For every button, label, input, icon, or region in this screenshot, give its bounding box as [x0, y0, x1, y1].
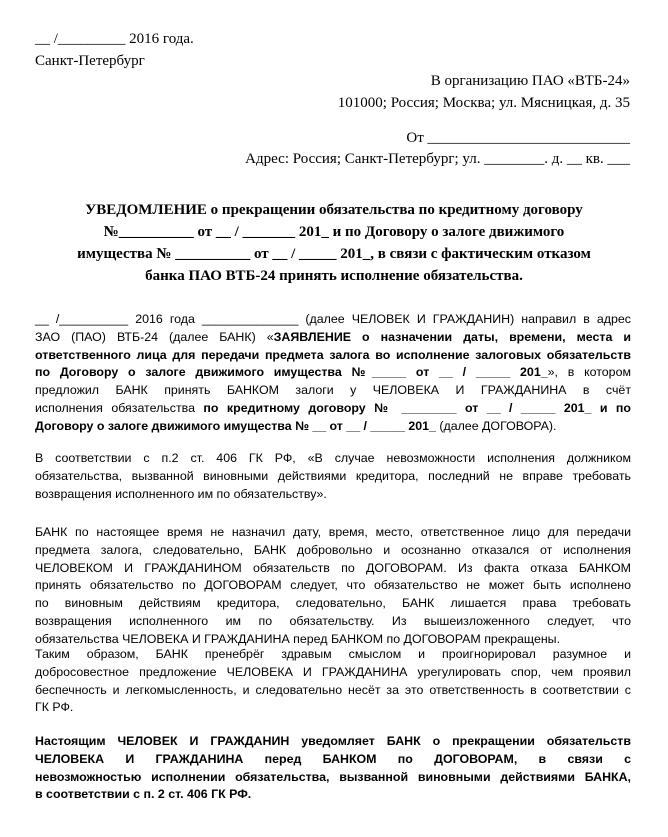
p1-line-7-bold: Договору о залоге движимого имущества № __ от __ / _____ 201_ — [35, 418, 436, 433]
recipient-line-1: В организацию ПАО «ВТБ-24» — [430, 73, 630, 89]
paragraph-1 — [35, 311, 631, 436]
sender-line: От ___________________________ — [406, 130, 630, 146]
p3-line-7: обязательства ЧЕЛОВЕКА И ГРАЖДАНИНА перед БАНКОМ по ДОГОВОРАМ прекращены. — [35, 631, 561, 646]
p1-line-5: предложил БАНК принять БАНКОМ залоги у ЧЕЛОВЕКА И ГРАЖДАНИНА в счёт — [35, 383, 631, 398]
title-line-1 — [40, 199, 628, 221]
p2-line-1: В соответствии с п.2 ст. 406 ГК РФ, «В случае невозможности исполнения должником — [35, 451, 631, 465]
p1-line-7 — [35, 418, 631, 436]
title-line-3: имущества № __________ от __ / _____ 201_, в связи с фактическим отказом — [77, 246, 591, 262]
paragraph-5 — [35, 733, 631, 804]
p3-line-6: возвращения исполненного им по обязательству. Из вышеизложенного следует, что — [35, 613, 631, 628]
title-line-1-rest: о прекращении обязательства по кредитному договору — [206, 202, 583, 218]
p3-line-1: БАНК по настоящее время не назначил дату, время, место, ответственное лицо для передачи — [35, 525, 631, 539]
p1-line-7-end: (далее ДОГОВОРА). — [435, 418, 557, 433]
paragraph-3 — [35, 524, 631, 649]
p1-line-4-end: », в котором — [547, 365, 631, 380]
p4-line-4: ГК РФ. — [35, 700, 74, 715]
p5-line-1: Настоящим ЧЕЛОВЕК И ГРАЖДАНИН уведомляет БАНК о прекращении обязательств — [35, 734, 631, 748]
p3-line-4: принять обязательство по ДОГОВОРАМ следует, что обязательство не может быть исполнено — [35, 578, 631, 593]
p1-line-2-start: ЗАО (ПАО) ВТБ-24 (далее БАНК) « — [35, 329, 274, 344]
paragraph-4 — [35, 646, 631, 717]
p1-line-2-bold: ЗАЯВЛЕНИЕ о назначении даты, времени, места и — [273, 329, 631, 344]
title-keyword: УВЕДОМЛЕНИЕ — [85, 202, 207, 218]
p3-line-5: по виновным действиям кредитора, следовательно, БАНК лишается права требовать — [35, 596, 631, 611]
p2-line-3: возвращения исполненного им по обязательству». — [35, 486, 327, 501]
title-line-4: банка ПАО ВТБ-24 принять исполнение обязательства. — [145, 268, 523, 284]
p1-line-4-bold: по Договору о залоге движимого имущества №_____ от __ / _____ 201_ — [35, 365, 548, 380]
p4-line-1: Таким образом, БАНК пренебрёг здравым смыслом и проигнорировал разумное и — [35, 647, 631, 661]
p1-line-6-bold: по кредитному договору № ________ от __ / _____ 201_ и по — [203, 400, 631, 415]
p1-line-4 — [35, 364, 631, 382]
p1-line-6 — [35, 400, 631, 418]
p1-line-2 — [35, 329, 631, 347]
p3-line-3: ЧЕЛОВЕКОМ И ГРАЖДАНИНОМ обязательств по ДОГОВОРАМ. Из факта отказа БАНКОМ — [35, 560, 631, 575]
p1-line-3: ответственного лица для передачи предмета залога во исполнение залоговых обязательств — [35, 347, 631, 362]
p5-line-4: в соответствии с п. 2 ст. 406 ГК РФ. — [35, 787, 252, 802]
p4-line-3: беспечность и легкомысленность, и следовательно несёт за это ответственность в соответствии с — [35, 682, 631, 697]
date-line: __ /_________ 2016 года. — [35, 31, 194, 47]
p1-line-6-start: исполнения обязательства — [35, 400, 204, 415]
p4-line-2: добросовестное предложение ЧЕЛОВЕКА И ГРАЖДАНИНА урегулировать спор, чем проявил — [35, 664, 631, 679]
p1-line-1: __ /__________ 2016 года ______________ (далее ЧЕЛОВЕК И ГРАЖДАНИН) направил в адрес — [35, 312, 631, 326]
city: Санкт-Петербург — [35, 53, 145, 69]
p2-line-2: обязательства, вызванной виновными действиями кредитора, последний не вправе требовать — [35, 468, 631, 483]
p3-line-2: предмета залога, следовательно, БАНК добровольно и осознанно отказался от исполнения — [35, 542, 631, 557]
recipient-address: 101000; Россия; Москва; ул. Мясницкая, д. 35 — [337, 95, 630, 111]
sender-address: Адрес: Россия; Санкт-Петербург; ул. ________. д. __ кв. ___ — [245, 151, 630, 167]
document-title — [40, 199, 628, 287]
paragraph-2 — [35, 450, 631, 503]
p5-line-2: ЧЕЛОВЕКА И ГРАЖДАНИНА перед БАНКОМ по ДОГОВОРАМ, в связи с — [35, 751, 631, 766]
title-line-2: №__________ от __ / _______ 201_ и по Договору о залоге движимого — [103, 224, 565, 240]
p5-line-3: невозможностью исполнении обязательства, вызванной виновными действиями БАНКА, — [35, 769, 631, 784]
